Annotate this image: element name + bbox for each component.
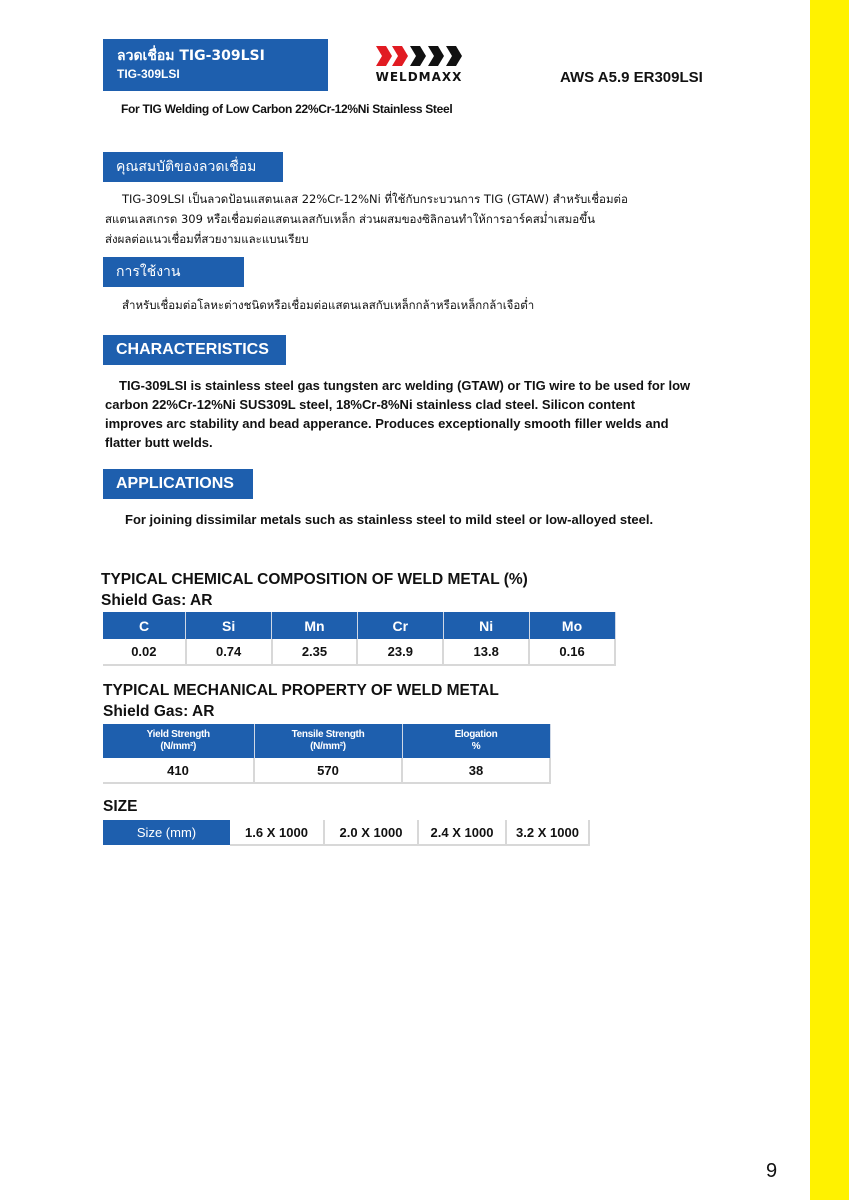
table-row bbox=[103, 820, 589, 845]
section-heading-applications: APPLICATIONS bbox=[103, 469, 253, 499]
chemical-composition-table bbox=[103, 612, 616, 666]
value-yield-strength: 410 bbox=[103, 758, 254, 783]
chemical-shield-gas: Shield Gas: AR bbox=[101, 592, 213, 609]
section-heading-characteristics: CHARACTERISTICS bbox=[103, 335, 286, 365]
size-value: 1.6 X 1000 bbox=[230, 820, 324, 845]
header-mn: Mn bbox=[272, 612, 358, 639]
header-tensile-strength-unit: (N/mm²) bbox=[310, 741, 346, 752]
page-number: 9 bbox=[766, 1160, 778, 1182]
size-value: 2.4 X 1000 bbox=[418, 820, 506, 845]
header-elongation-label: Elogation bbox=[454, 729, 498, 740]
product-title-box bbox=[103, 39, 328, 91]
header-elongation-unit: % bbox=[471, 741, 481, 752]
header-ni: Ni bbox=[443, 612, 529, 639]
product-subtitle: For TIG Welding of Low Carbon 22%Cr-12%Ni Stainless Steel bbox=[121, 102, 453, 116]
mechanical-shield-gas: Shield Gas: AR bbox=[103, 703, 215, 720]
table-row bbox=[103, 758, 550, 783]
size-table bbox=[103, 820, 590, 846]
size-title: SIZE bbox=[103, 798, 138, 815]
header-yield-strength-unit: (N/mm²) bbox=[160, 741, 197, 752]
size-label: Size (mm) bbox=[103, 820, 230, 845]
header-c: C bbox=[103, 612, 186, 639]
header-mo: Mo bbox=[529, 612, 615, 639]
header-si: Si bbox=[186, 612, 272, 639]
value-tensile-strength: 570 bbox=[254, 758, 402, 783]
value-ni: 13.8 bbox=[443, 639, 529, 665]
properties-thai-line: ส่งผลต่อแนวเชื่อมที่สวยงามและแบนเรียบ bbox=[105, 232, 309, 246]
section-heading-properties-thai: คุณสมบัติของลวดเชื่อม bbox=[103, 152, 283, 182]
applications-text: For joining dissimilar metals such as stainless steel to mild steel or low-alloyed steel. bbox=[125, 512, 654, 527]
value-mn: 2.35 bbox=[272, 639, 358, 665]
header-tensile-strength bbox=[254, 724, 402, 758]
value-si: 0.74 bbox=[186, 639, 272, 665]
chemical-composition-title: TYPICAL CHEMICAL COMPOSITION OF WELD METAL (%) bbox=[101, 571, 528, 588]
value-c: 0.02 bbox=[103, 639, 186, 665]
characteristics-line: carbon 22%Cr-12%Ni SUS309L steel, 18%Cr-8%Ni stainless clad steel. Silicon content bbox=[105, 397, 636, 412]
header-elongation bbox=[402, 724, 550, 758]
product-code: TIG-309LSI bbox=[117, 67, 180, 81]
aws-classification: AWS A5.9 ER309LSI bbox=[560, 69, 703, 86]
characteristics-line: flatter butt welds. bbox=[105, 435, 213, 450]
table-header-row bbox=[103, 724, 550, 758]
mechanical-property-title: TYPICAL MECHANICAL PROPERTY OF WELD METAL bbox=[103, 682, 499, 699]
header-yield-strength-label: Yield Strength bbox=[146, 729, 210, 740]
mechanical-property-table bbox=[103, 724, 551, 784]
characteristics-text bbox=[105, 376, 735, 452]
characteristics-line: TIG-309LSI is stainless steel gas tungsten arc welding (GTAW) or TIG wire to be used for low bbox=[119, 378, 691, 393]
value-elongation: 38 bbox=[402, 758, 550, 783]
logo-wordmark: WELDMAXX bbox=[375, 70, 463, 84]
header-cr: Cr bbox=[357, 612, 443, 639]
properties-thai-text bbox=[105, 189, 725, 249]
characteristics-line: improves arc stability and bead apperance. Produces exceptionally smooth filler welds and bbox=[105, 416, 669, 431]
value-mo: 0.16 bbox=[529, 639, 615, 665]
header-tensile-strength-label: Tensile Strength bbox=[291, 729, 365, 740]
section-heading-usage-thai: การใช้งาน bbox=[103, 257, 244, 287]
properties-thai-line: สแตนเลสเกรด 309 หรือเชื่อมต่อแสตนเลสกับเหล็ก ส่วนผสมของซิลิกอนทำให้การอาร์คสม่ำเสมอขึ้น bbox=[105, 212, 595, 226]
size-value: 3.2 X 1000 bbox=[506, 820, 589, 845]
properties-thai-line: TIG-309LSI เป็นลวดป้อนแสตนเลส 22%Cr-12%Ni ที่ใช้กับกระบวนการ TIG (GTAW) สำหรับเชื่อมต่อ bbox=[122, 192, 628, 206]
value-cr: 23.9 bbox=[357, 639, 443, 665]
usage-thai-text: สำหรับเชื่อมต่อโลหะต่างชนิดหรือเชื่อมต่อแสตนเลสกับเหล็กกล้าหรือเหล็กกล้าเจือต่ำ bbox=[122, 298, 535, 312]
product-title-thai: ลวดเชื่อม TIG-309LSI bbox=[117, 48, 265, 64]
yellow-side-bar bbox=[810, 0, 849, 1200]
table-row bbox=[103, 639, 615, 665]
table-header-row bbox=[103, 612, 615, 639]
size-value: 2.0 X 1000 bbox=[324, 820, 418, 845]
header-yield-strength bbox=[103, 724, 254, 758]
